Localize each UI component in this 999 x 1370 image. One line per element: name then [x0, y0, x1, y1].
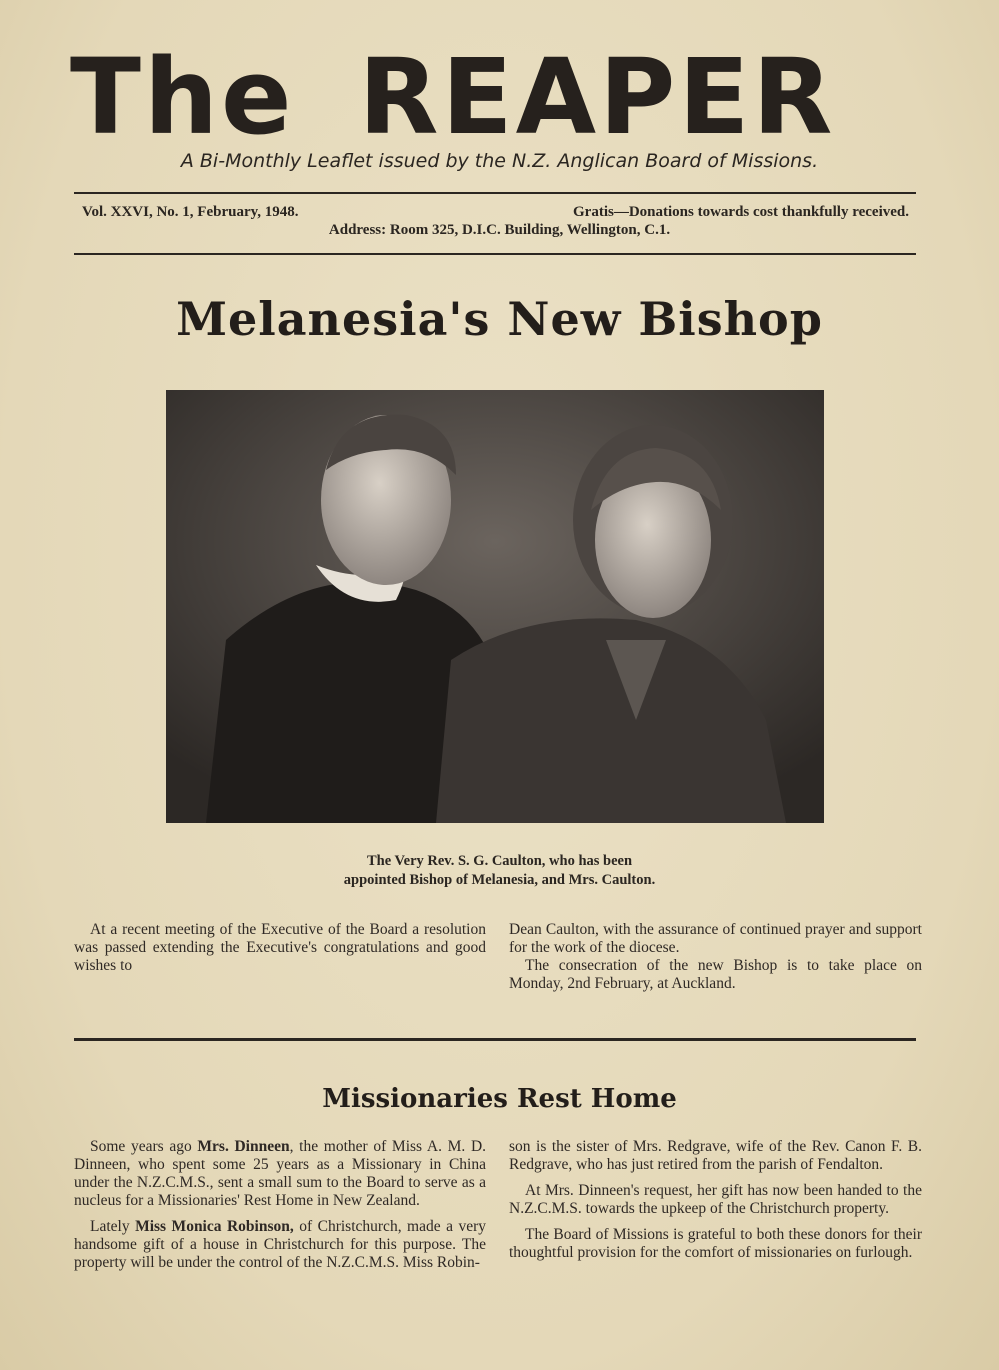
- paragraph: At a recent meeting of the Executive of the Board a resolution was passed extending the Executive's congratulations and good wishes to: [74, 921, 486, 974]
- masthead-the: The: [70, 36, 295, 158]
- masthead-title: [70, 36, 930, 158]
- section-divider: [74, 1038, 916, 1041]
- text-run: , the mother of Miss A. M. D. Dinneen, who spent some 25 years as a Missionary in China under the N.Z.C.M.S., sent a small sum to the Board to serve as a nucleus for a Missionaries' Rest Home in New Zealand.: [74, 1138, 487, 1209]
- issue-gratis: Gratis—Donations towards cost thankfully received.: [573, 204, 909, 220]
- paragraph: The consecration of the new Bishop is to take place on Monday, 2nd February, at Auckland.: [509, 957, 922, 992]
- article-column-right: [509, 921, 922, 993]
- text-run: of Christchurch, made a very handsome gift of a house in Christchurch for this purpose. The property will be under the control of the N.Z.C.M.S. Miss Robin-: [74, 1218, 486, 1271]
- person-name: Mrs. Dinneen: [197, 1138, 290, 1155]
- masthead-reaper: REAPER: [358, 36, 836, 158]
- issue-volume: Vol. XXVI, No. 1, February, 1948.: [82, 204, 299, 220]
- photo-caption: [0, 852, 999, 890]
- text-run: Lately: [90, 1218, 136, 1235]
- portrait-illustration: [166, 390, 824, 823]
- paragraph: The Board of Missions is grateful to both these donors for their thoughtful provision for the comfort of missionaries on furlough.: [509, 1226, 922, 1261]
- masthead-subtitle: A Bi-Monthly Leaflet issued by the N.Z. Anglican Board of Missions.: [180, 150, 819, 172]
- divider-rule: [74, 192, 916, 194]
- paragraph: son is the sister of Mrs. Redgrave, wife of the Rev. Canon F. B. Redgrave, who has just retired from the parish of Fendalton.: [509, 1138, 922, 1173]
- issue-address: Address: Room 325, D.I.C. Building, Wellington, C.1.: [328, 222, 671, 238]
- person-name: Miss Monica Robinson,: [135, 1218, 294, 1235]
- paragraph: [74, 1138, 486, 1210]
- article-column-left: [74, 1138, 486, 1272]
- section-headline: Missionaries Rest Home: [322, 1084, 677, 1114]
- paragraph: Dean Caulton, with the assurance of continued prayer and support for the work of the diocese.: [509, 921, 922, 956]
- divider-rule: [74, 253, 916, 255]
- paragraph: At Mrs. Dinneen's request, her gift has now been handed to the N.Z.C.M.S. towards the upkeep of the Christchurch property.: [509, 1182, 922, 1217]
- caption-line: The Very Rev. S. G. Caulton, who has been: [366, 853, 633, 869]
- caption-line: appointed Bishop of Melanesia, and Mrs. Caulton.: [343, 872, 656, 888]
- article-column-left: [74, 921, 486, 975]
- portrait-photo: [166, 390, 824, 823]
- text-run: Some years ago: [90, 1138, 198, 1155]
- article-headline: Melanesia's New Bishop: [176, 292, 823, 346]
- article-column-right: [509, 1138, 922, 1262]
- paragraph: [74, 1218, 486, 1272]
